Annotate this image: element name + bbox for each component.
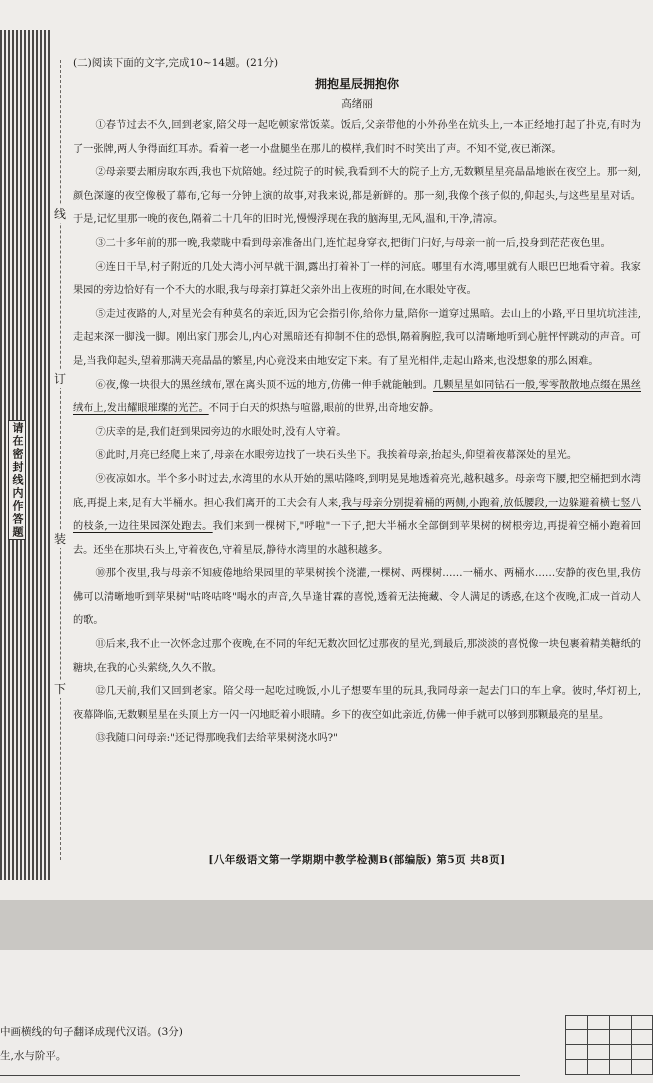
paragraph-11: ⑪后来,我不止一次怀念过那个夜晚,在不同的年纪无数次回忆过那夜的星光,到最后,那淡淡的喜悦像一块包裹着精美糖纸的糖块,在我的心头萦绕,久久不散。 xyxy=(73,639,641,674)
cut-line xyxy=(60,60,61,860)
cut-label: 线 xyxy=(53,207,66,221)
next-page-question xyxy=(0,1020,183,1068)
section-heading: (二)阅读下面的文字,完成10~14题。(21分) xyxy=(73,57,279,69)
paragraph-12: ⑫几天前,我们又回到老家。陪父母一起吃过晚饭,小儿子想要车里的玩具,我同母亲一起去门口的车上拿。彼时,华灯初上,夜幕降临,无数颗星星在头顶上方一闪一闪地眨着小眼睛。乡下的夜空如此亲近,仿佛一伸手就可以够到那颗最亮的星星。 xyxy=(73,686,641,721)
paragraph-9 xyxy=(73,468,641,562)
paragraph-9-text: 我们来到一棵树下,"呼啦"一下子,把大半桶水全部倒到苹果树的树根旁边,再提着空桶小跑着回去。还坐在那块石头上,守着夜色,守着星辰,静待水湾里的水越积越多。 xyxy=(73,521,641,556)
underlined-sentence: 几颗星星如同钻石一般,零零散散地点缀在黑丝绒布上,发出耀眼璀璨的光芒。 xyxy=(73,379,641,415)
question-line: 生,水与阶平。 xyxy=(0,1050,67,1062)
cut-label: 装 xyxy=(53,532,66,546)
cut-label: 下 xyxy=(53,682,66,696)
page-gap xyxy=(0,900,653,950)
paragraph-7: ⑦庆幸的是,我们赶到果园旁边的水眼处时,没有人守着。 xyxy=(95,426,347,438)
paragraph-1: ①春节过去不久,回到老家,陪父母一起吃顿家常饭菜。饭后,父亲带他的小外孙坐在炕头上,一本正经地打起了扑克,有时为了一张牌,两人争得面红耳赤。看着一老一小盘腿坐在那儿的模样,我们时不时笑出了声。不知不觉,夜已渐深。 xyxy=(73,120,641,155)
paragraph-3: ③二十多年前的那一晚,我蒙眬中看到母亲准备出门,连忙起身穿衣,把街门闩好,与母亲一前一后,投身到茫茫夜色里。 xyxy=(95,237,611,249)
paragraph-2: ②母亲要去厢房取东西,我也下炕陪她。经过院子的时候,我看到不大的院子上方,无数颗星星亮晶晶地嵌在夜空上。那一刻,颜色深邃的夜空像极了幕布,它每一分钟上演的故事,对我来说,都是新鲜的。那一刻,我像个孩子似的,仰起头,与这些星星对话。于是,记忆里那一晚的夜色,隔着二十几年的旧时光,慢慢浮现在我的脑海里,无风,温和,干净,清凉。 xyxy=(73,167,641,226)
answer-grid xyxy=(565,1015,653,1075)
binding-notice: 请在密封线内作答题 xyxy=(8,420,26,540)
reading-passage xyxy=(73,52,641,751)
answer-line xyxy=(0,1075,520,1076)
paragraph-5: ⑤走过夜路的人,对星光会有种莫名的亲近,因为它会指引你,给你力量,陪你一道穿过黑暗。去山上的小路,平日里坑坑洼洼,走起来深一脚浅一脚。刚出家门那会儿,内心对黑暗还有抑制不住的恐惧,隔着胸腔,我可以清晰地听到心脏怦怦跳动的声音。可是,当我仰起头,望着那满天亮晶晶的繁星,内心竟没来由地安定下来。有了星光相伴,走起山路来,也没想象的那么困难。 xyxy=(73,308,641,367)
article-title: 拥抱星辰拥抱你 xyxy=(314,77,399,91)
article-author: 高绪丽 xyxy=(341,98,373,110)
page-footer: [八年级语文第一学期期中教学检测B(部编版) 第5页 共8页] xyxy=(208,854,506,866)
paragraph-6-text: 不同于白天的炽热与喧嚣,眼前的世界,出奇地安静。 xyxy=(208,403,440,415)
paragraph-4: ④连日干旱,村子附近的几处大湾小河早就干涸,露出打着补丁一样的河底。哪里有水湾,哪里就有人眼巴巴地看守着。我家果园的旁边恰好有一个不大的水眼,我与母亲打算赶父亲外出上夜班的时间,在水眼处守夜。 xyxy=(73,261,641,297)
paragraph-9-text: ⑨夜凉如水。半个多小时过去,水湾里的水从开始的黑咕隆咚,到明晃晃地透着亮光,越积越多。母亲弯下腰,把空桶把到水湾底,再提上来,足有大半桶水。担心我们离开的工夫会有人来, xyxy=(73,473,641,509)
paragraph-13: ⑬我随口问母亲:"还记得那晚我们去给苹果树浇水吗?" xyxy=(95,733,338,745)
underlined-sentence: 我与母亲分别提着桶的两侧,小跑着,放低腰段,一边躲避着横七竖八的枝条,一边往果园深处跑去。 xyxy=(73,497,641,533)
paragraph-8: ⑧此时,月亮已经爬上来了,母亲在水眼旁边找了一块石头坐下。我挨着母亲,抬起头,仰望着夜幕深处的星光。 xyxy=(95,450,578,462)
paragraph-10: ⑩那个夜里,我与母亲不知疲倦地给果园里的苹果树挨个浇灌,一棵树、两棵树……一桶水、两桶水……安静的夜色里,我仿佛可以清晰地听到苹果树"咕咚咕咚"喝水的声音,久旱逢甘霖的喜悦,透着无法掩藏、令人满足的诱惑,在这个夜晚,汇成一首动人的歌。 xyxy=(73,568,641,627)
cut-label: 订 xyxy=(53,372,66,386)
paragraph-6-text: ⑥夜,像一块很大的黑丝绒布,罩在离头顶不远的地方,仿佛一伸手就能触到。 xyxy=(95,379,433,391)
paragraph-6 xyxy=(73,374,641,421)
question-line: 中画横线的句子翻译成现代汉语。(3分) xyxy=(0,1026,183,1038)
